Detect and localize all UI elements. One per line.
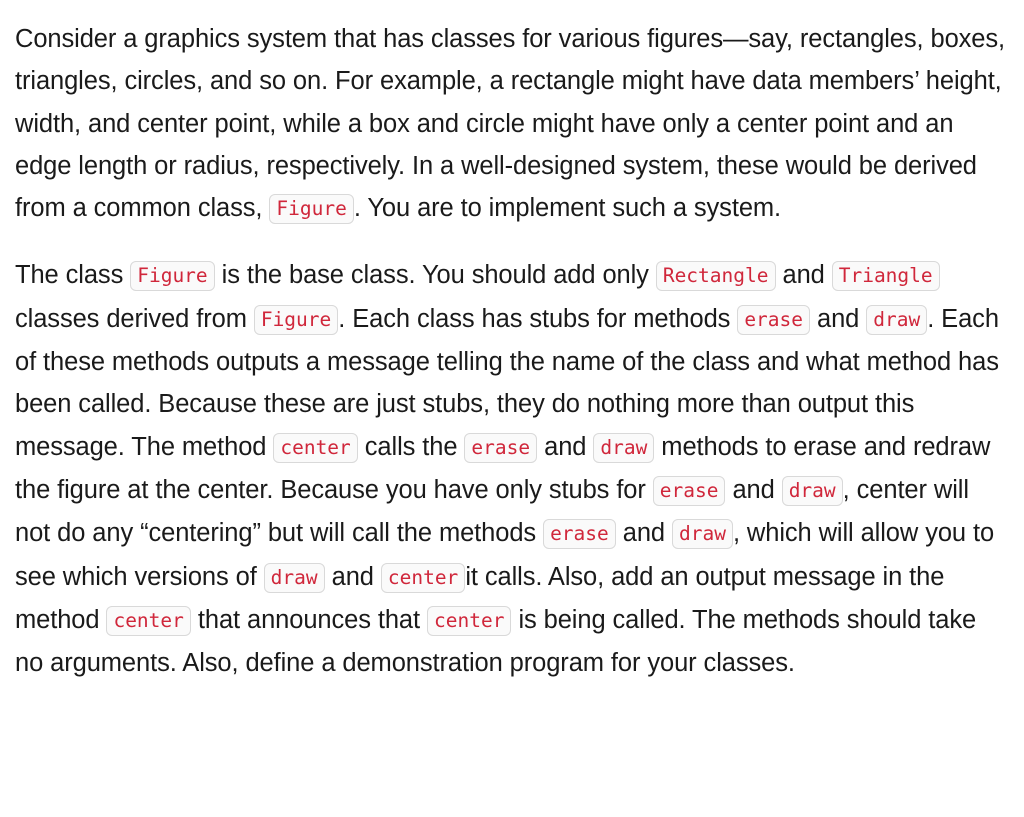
text-run: methods to erase and redraw the figure at the center. Because you have only stubs for	[15, 432, 991, 504]
inline-code-center: center	[273, 433, 357, 463]
text-run: it calls. Also, add an output message in the method	[15, 562, 945, 634]
text-run: , center will not do any “centering” but will call the methods	[15, 475, 969, 548]
text-run: The class	[15, 261, 131, 290]
inline-code-figure: Figure	[254, 305, 338, 335]
text-run: and	[775, 261, 832, 290]
paragraph-requirements	[15, 254, 1010, 684]
text-run: , which will allow you to see which versions of	[15, 519, 995, 591]
inline-code-erase: erase	[737, 305, 810, 335]
text-run: Consider a graphics system that has classes for various figures—say, rectangles, boxes, triangles, circles, and so on. For example, a rectangle might have data members’ height, width, and center point, while a box and circle might have only a center point and an edge length or radius, respectively. In a well-designed system, these would be derived from a common class,	[15, 25, 1006, 223]
text-run: is the base class. You should add only	[214, 261, 656, 290]
text-run: and	[537, 432, 594, 461]
inline-code-rectangle: Rectangle	[656, 261, 776, 291]
paragraph-intro	[15, 18, 1010, 230]
text-run: and	[324, 562, 381, 591]
text-run: and	[810, 304, 867, 333]
text-run: calls the	[357, 432, 465, 461]
text-run: and	[725, 475, 782, 504]
text-run: that announces that	[190, 605, 427, 634]
inline-code-draw: draw	[782, 476, 843, 506]
inline-code-center: center	[381, 563, 465, 593]
document-body	[15, 18, 1010, 684]
inline-code-figure: Figure	[269, 194, 353, 224]
text-run: is being called. The methods should take no arguments. Also, define a demonstration program for your classes.	[15, 605, 977, 678]
text-run: . You are to implement such a system.	[353, 194, 782, 223]
text-run: . Each class has stubs for methods	[338, 304, 738, 333]
inline-code-center: center	[427, 606, 511, 636]
inline-code-erase: erase	[543, 519, 616, 549]
inline-code-erase: erase	[653, 476, 726, 506]
inline-code-draw: draw	[672, 519, 733, 549]
text-run: and	[615, 519, 672, 548]
inline-code-erase: erase	[464, 433, 537, 463]
text-run: . Each of these methods outputs a message telling the name of the class and what method has been called. Because these are just stubs, they do nothing more than output this message. The method	[15, 304, 999, 461]
inline-code-triangle: Triangle	[832, 261, 940, 291]
inline-code-draw: draw	[866, 305, 927, 335]
inline-code-center: center	[106, 606, 190, 636]
inline-code-draw: draw	[593, 433, 654, 463]
text-run: classes derived from	[15, 304, 254, 333]
inline-code-figure: Figure	[130, 261, 214, 291]
inline-code-draw: draw	[264, 563, 325, 593]
